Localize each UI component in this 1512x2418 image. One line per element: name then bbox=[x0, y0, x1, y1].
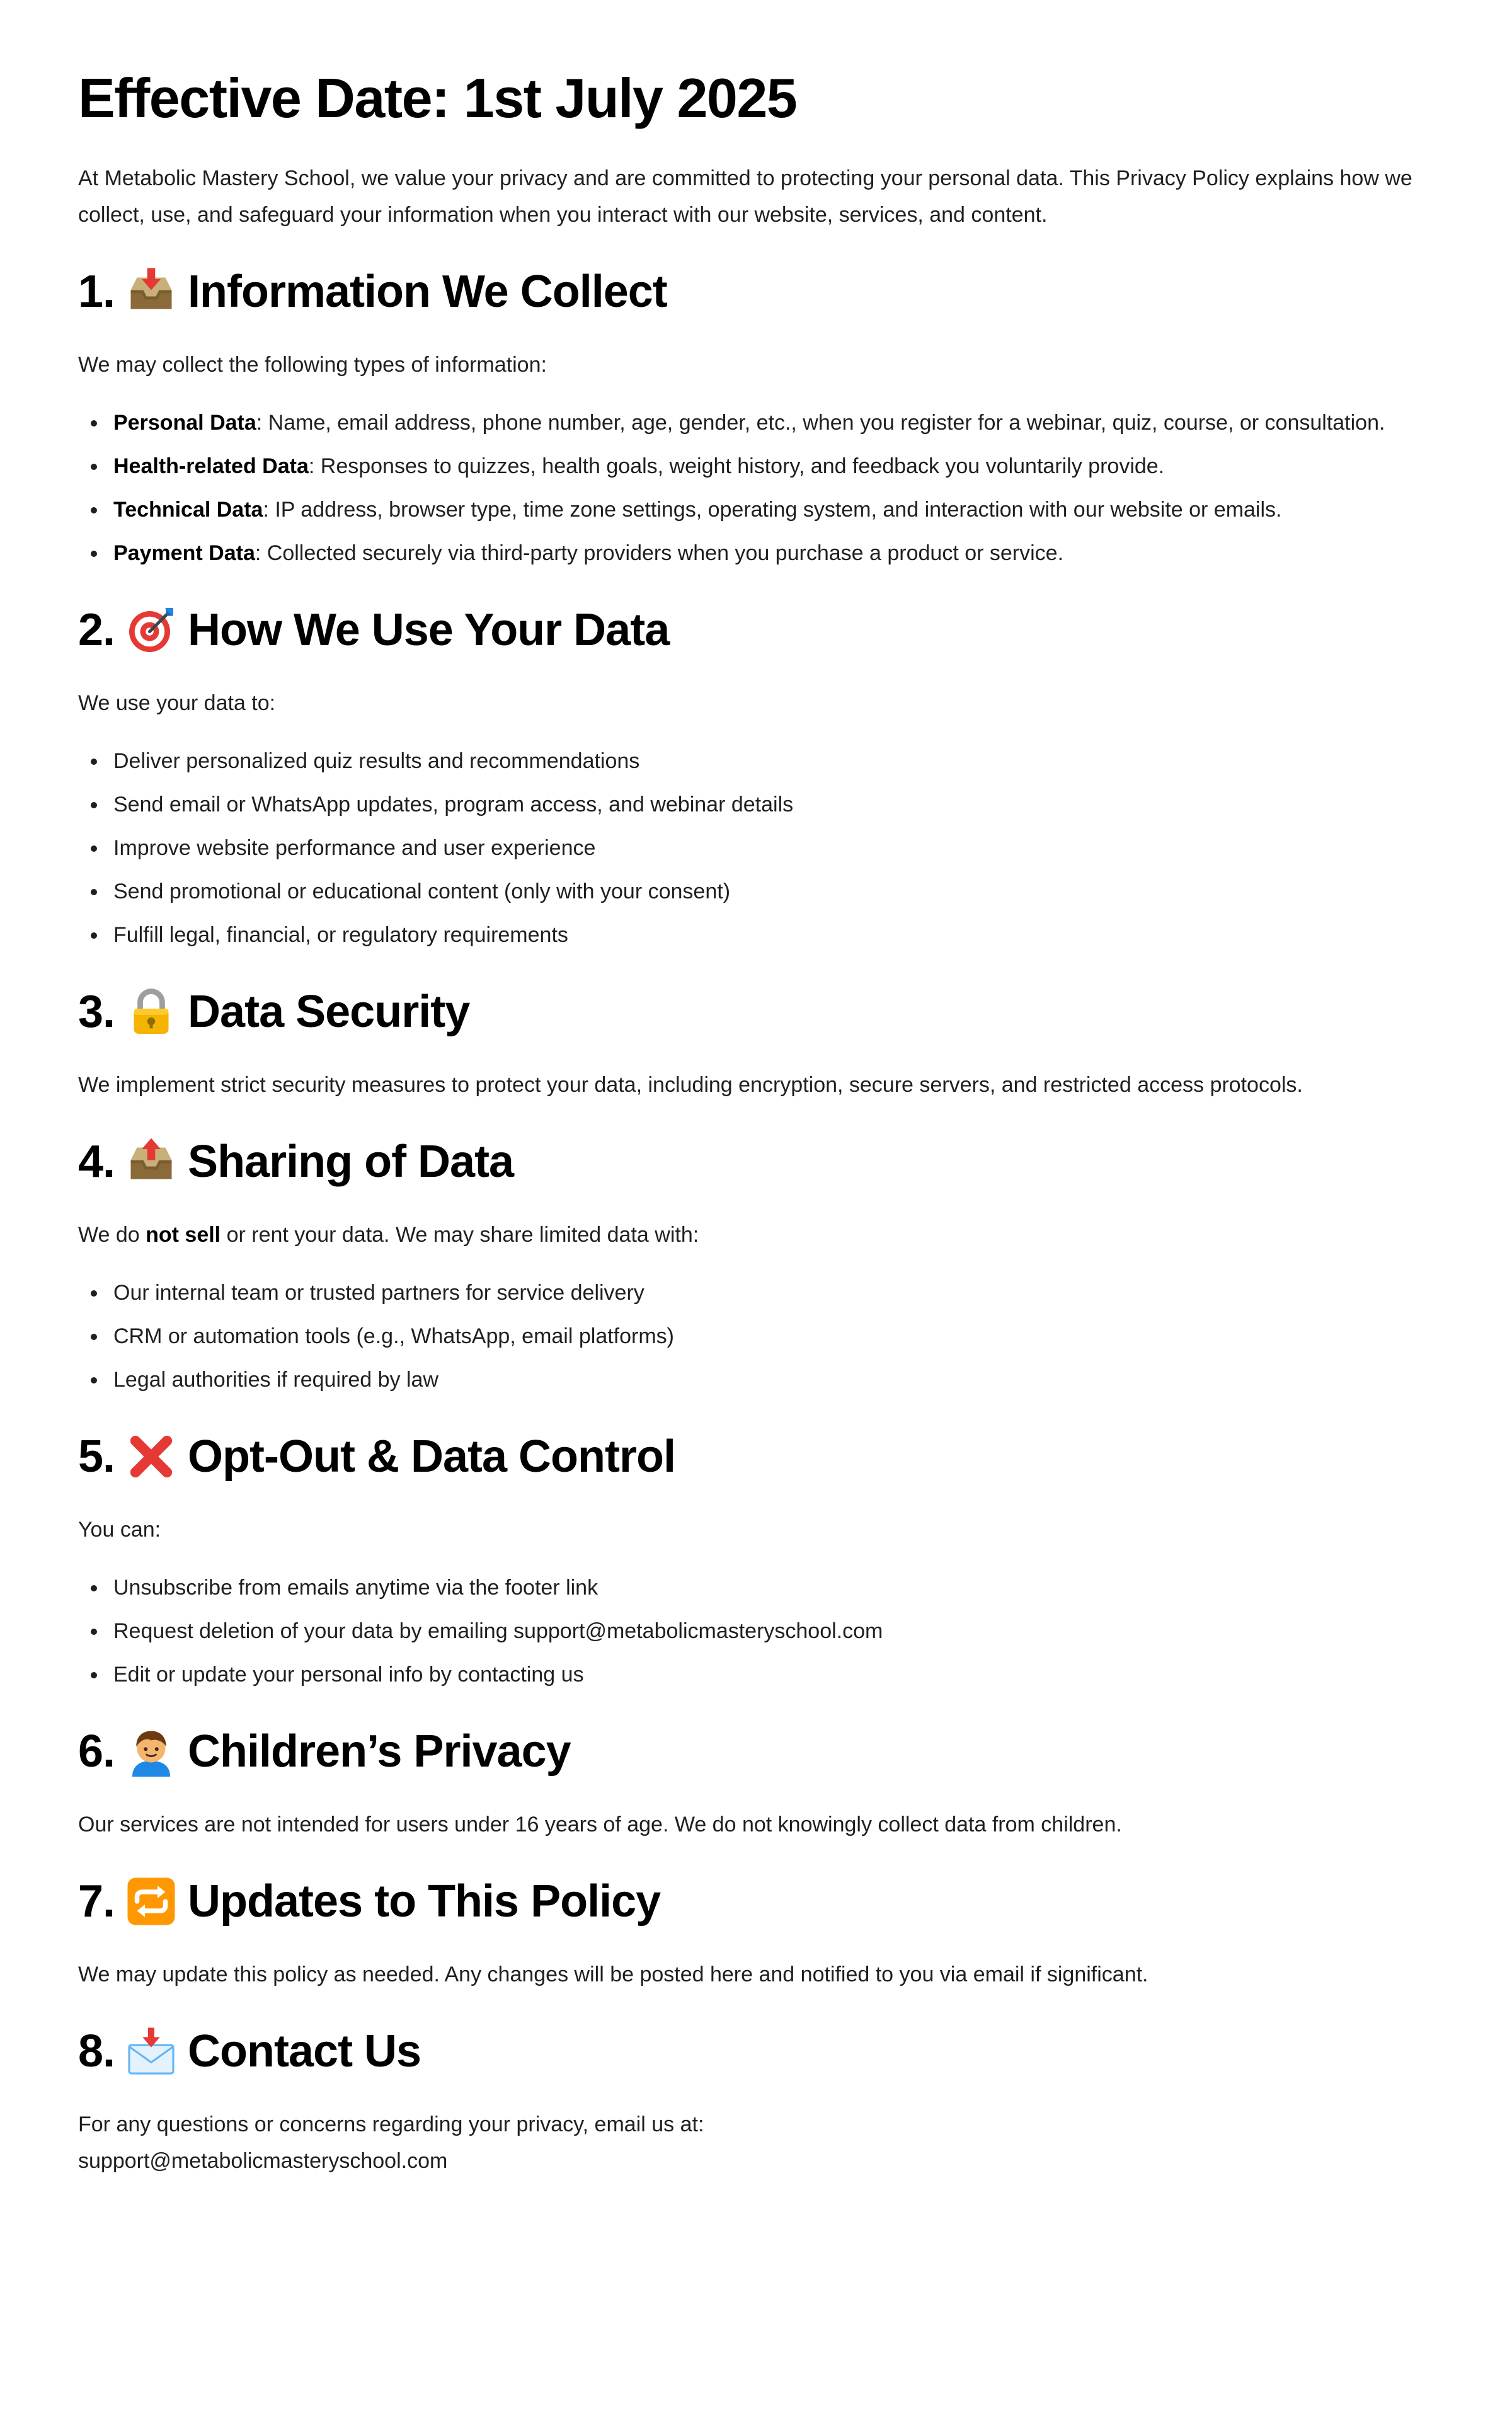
section-number: 1. bbox=[78, 266, 115, 317]
list-item-term: Technical Data bbox=[113, 498, 263, 522]
section-heading-text: How We Use Your Data bbox=[188, 605, 670, 655]
list-item bbox=[113, 535, 1411, 571]
section-heading bbox=[78, 257, 1434, 326]
section-heading bbox=[78, 2017, 1434, 2086]
target-icon bbox=[126, 605, 176, 655]
lead-text-before: We do bbox=[78, 1223, 146, 1247]
list-item: Our internal team or trusted partners for service delivery bbox=[113, 1275, 1411, 1311]
section-heading-text: Information We Collect bbox=[188, 266, 667, 317]
section-number: 2. bbox=[78, 605, 115, 655]
list-item-text: : Collected securely via third-party providers when you purchase a product or service. bbox=[255, 541, 1064, 565]
list-item: Improve website performance and user experience bbox=[113, 830, 1411, 866]
section-number: 4. bbox=[78, 1137, 115, 1187]
data-usage-list bbox=[78, 743, 1434, 953]
section-heading bbox=[78, 595, 1434, 665]
section-lead: We implement strict security measures to protect your data, including encryption, secure servers, and restricted access protocols. bbox=[78, 1073, 1303, 1097]
section-lead bbox=[78, 1217, 1434, 1253]
section-lead: Our services are not intended for users under 16 years of age. We do not knowingly collect data from children. bbox=[78, 1813, 1122, 1836]
contact-email: support@metabolicmasteryschool.com bbox=[78, 2149, 448, 2173]
section-heading bbox=[78, 1717, 1434, 1786]
page-title: Effective Date: 1st July 2025 bbox=[78, 67, 797, 129]
data-control-list bbox=[78, 1569, 1434, 1693]
section-heading bbox=[78, 1422, 1434, 1491]
section-how-we-use-data bbox=[78, 595, 1434, 953]
section-sharing-of-data bbox=[78, 1127, 1434, 1398]
list-item-term: Payment Data bbox=[113, 541, 255, 565]
section-heading-text: Contact Us bbox=[188, 2026, 421, 2077]
section-heading bbox=[78, 1127, 1434, 1196]
section-heading-text: Opt-Out & Data Control bbox=[188, 1431, 675, 1482]
section-lead: You can: bbox=[78, 1518, 161, 1542]
section-heading bbox=[78, 977, 1434, 1046]
collected-data-list bbox=[78, 404, 1434, 571]
list-item bbox=[113, 448, 1411, 484]
list-item bbox=[113, 491, 1411, 528]
section-number: 3. bbox=[78, 987, 115, 1037]
lock-icon bbox=[126, 987, 176, 1037]
section-lead bbox=[78, 2106, 1434, 2179]
section-number: 7. bbox=[78, 1876, 115, 1927]
envelope-arrow-icon bbox=[126, 2026, 176, 2077]
section-heading-text: Updates to This Policy bbox=[188, 1876, 661, 1927]
list-item-text: : Name, email address, phone number, age, gender, etc., when you register for a webinar, quiz, course, or consultation. bbox=[256, 411, 1385, 435]
list-item bbox=[113, 404, 1411, 441]
lead-text-after: or rent your data. We may share limited data with: bbox=[220, 1223, 699, 1247]
child-icon bbox=[126, 1726, 176, 1777]
outbox-tray-icon bbox=[126, 1137, 176, 1187]
list-item-term: Personal Data bbox=[113, 411, 256, 435]
section-heading bbox=[78, 1867, 1434, 1936]
inbox-tray-icon bbox=[126, 266, 176, 317]
section-contact-us bbox=[78, 2017, 1434, 2179]
list-item: Unsubscribe from emails anytime via the footer link bbox=[113, 1569, 1411, 1606]
list-item: Fulfill legal, financial, or regulatory requirements bbox=[113, 917, 1411, 953]
list-item: Legal authorities if required by law bbox=[113, 1361, 1411, 1398]
lead-emphasis: not sell bbox=[146, 1223, 221, 1247]
section-lead: We may update this policy as needed. Any changes will be posted here and notified to you via email if significant. bbox=[78, 1962, 1148, 1986]
list-item: Deliver personalized quiz results and recommendations bbox=[113, 743, 1411, 779]
cross-mark-icon bbox=[126, 1431, 176, 1482]
section-heading-text: Children’s Privacy bbox=[188, 1726, 571, 1777]
list-item-term: Health-related Data bbox=[113, 454, 309, 478]
section-data-security bbox=[78, 977, 1434, 1103]
intro-paragraph: At Metabolic Mastery School, we value your privacy and are committed to protecting your personal data. This Privacy Policy explains how we collect, use, and safeguard your information when you interact with our website, services, and content. bbox=[78, 166, 1412, 227]
section-number: 6. bbox=[78, 1726, 115, 1777]
list-item: CRM or automation tools (e.g., WhatsApp, email platforms) bbox=[113, 1318, 1411, 1355]
section-number: 5. bbox=[78, 1431, 115, 1482]
section-lead: We use your data to: bbox=[78, 691, 276, 715]
section-policy-updates bbox=[78, 1867, 1434, 1993]
section-childrens-privacy bbox=[78, 1717, 1434, 1843]
list-item: Send email or WhatsApp updates, program access, and webinar details bbox=[113, 786, 1411, 823]
section-information-we-collect bbox=[78, 257, 1434, 571]
list-item: Send promotional or educational content (only with your consent) bbox=[113, 873, 1411, 910]
section-lead: We may collect the following types of information: bbox=[78, 353, 547, 377]
section-opt-out bbox=[78, 1422, 1434, 1693]
list-item-text: : Responses to quizzes, health goals, weight history, and feedback you voluntarily provide. bbox=[308, 454, 1165, 478]
list-item: Edit or update your personal info by contacting us bbox=[113, 1656, 1411, 1693]
section-heading-text: Sharing of Data bbox=[188, 1137, 514, 1187]
data-sharing-list bbox=[78, 1275, 1434, 1398]
list-item: Request deletion of your data by emailing support@metabolicmasteryschool.com bbox=[113, 1613, 1411, 1649]
list-item-text: : IP address, browser type, time zone settings, operating system, and interaction with our website or emails. bbox=[263, 498, 1282, 522]
repeat-arrows-icon bbox=[126, 1876, 176, 1927]
section-heading-text: Data Security bbox=[188, 987, 470, 1037]
contact-lead-text: For any questions or concerns regarding your privacy, email us at: bbox=[78, 2112, 704, 2136]
section-number: 8. bbox=[78, 2026, 115, 2077]
